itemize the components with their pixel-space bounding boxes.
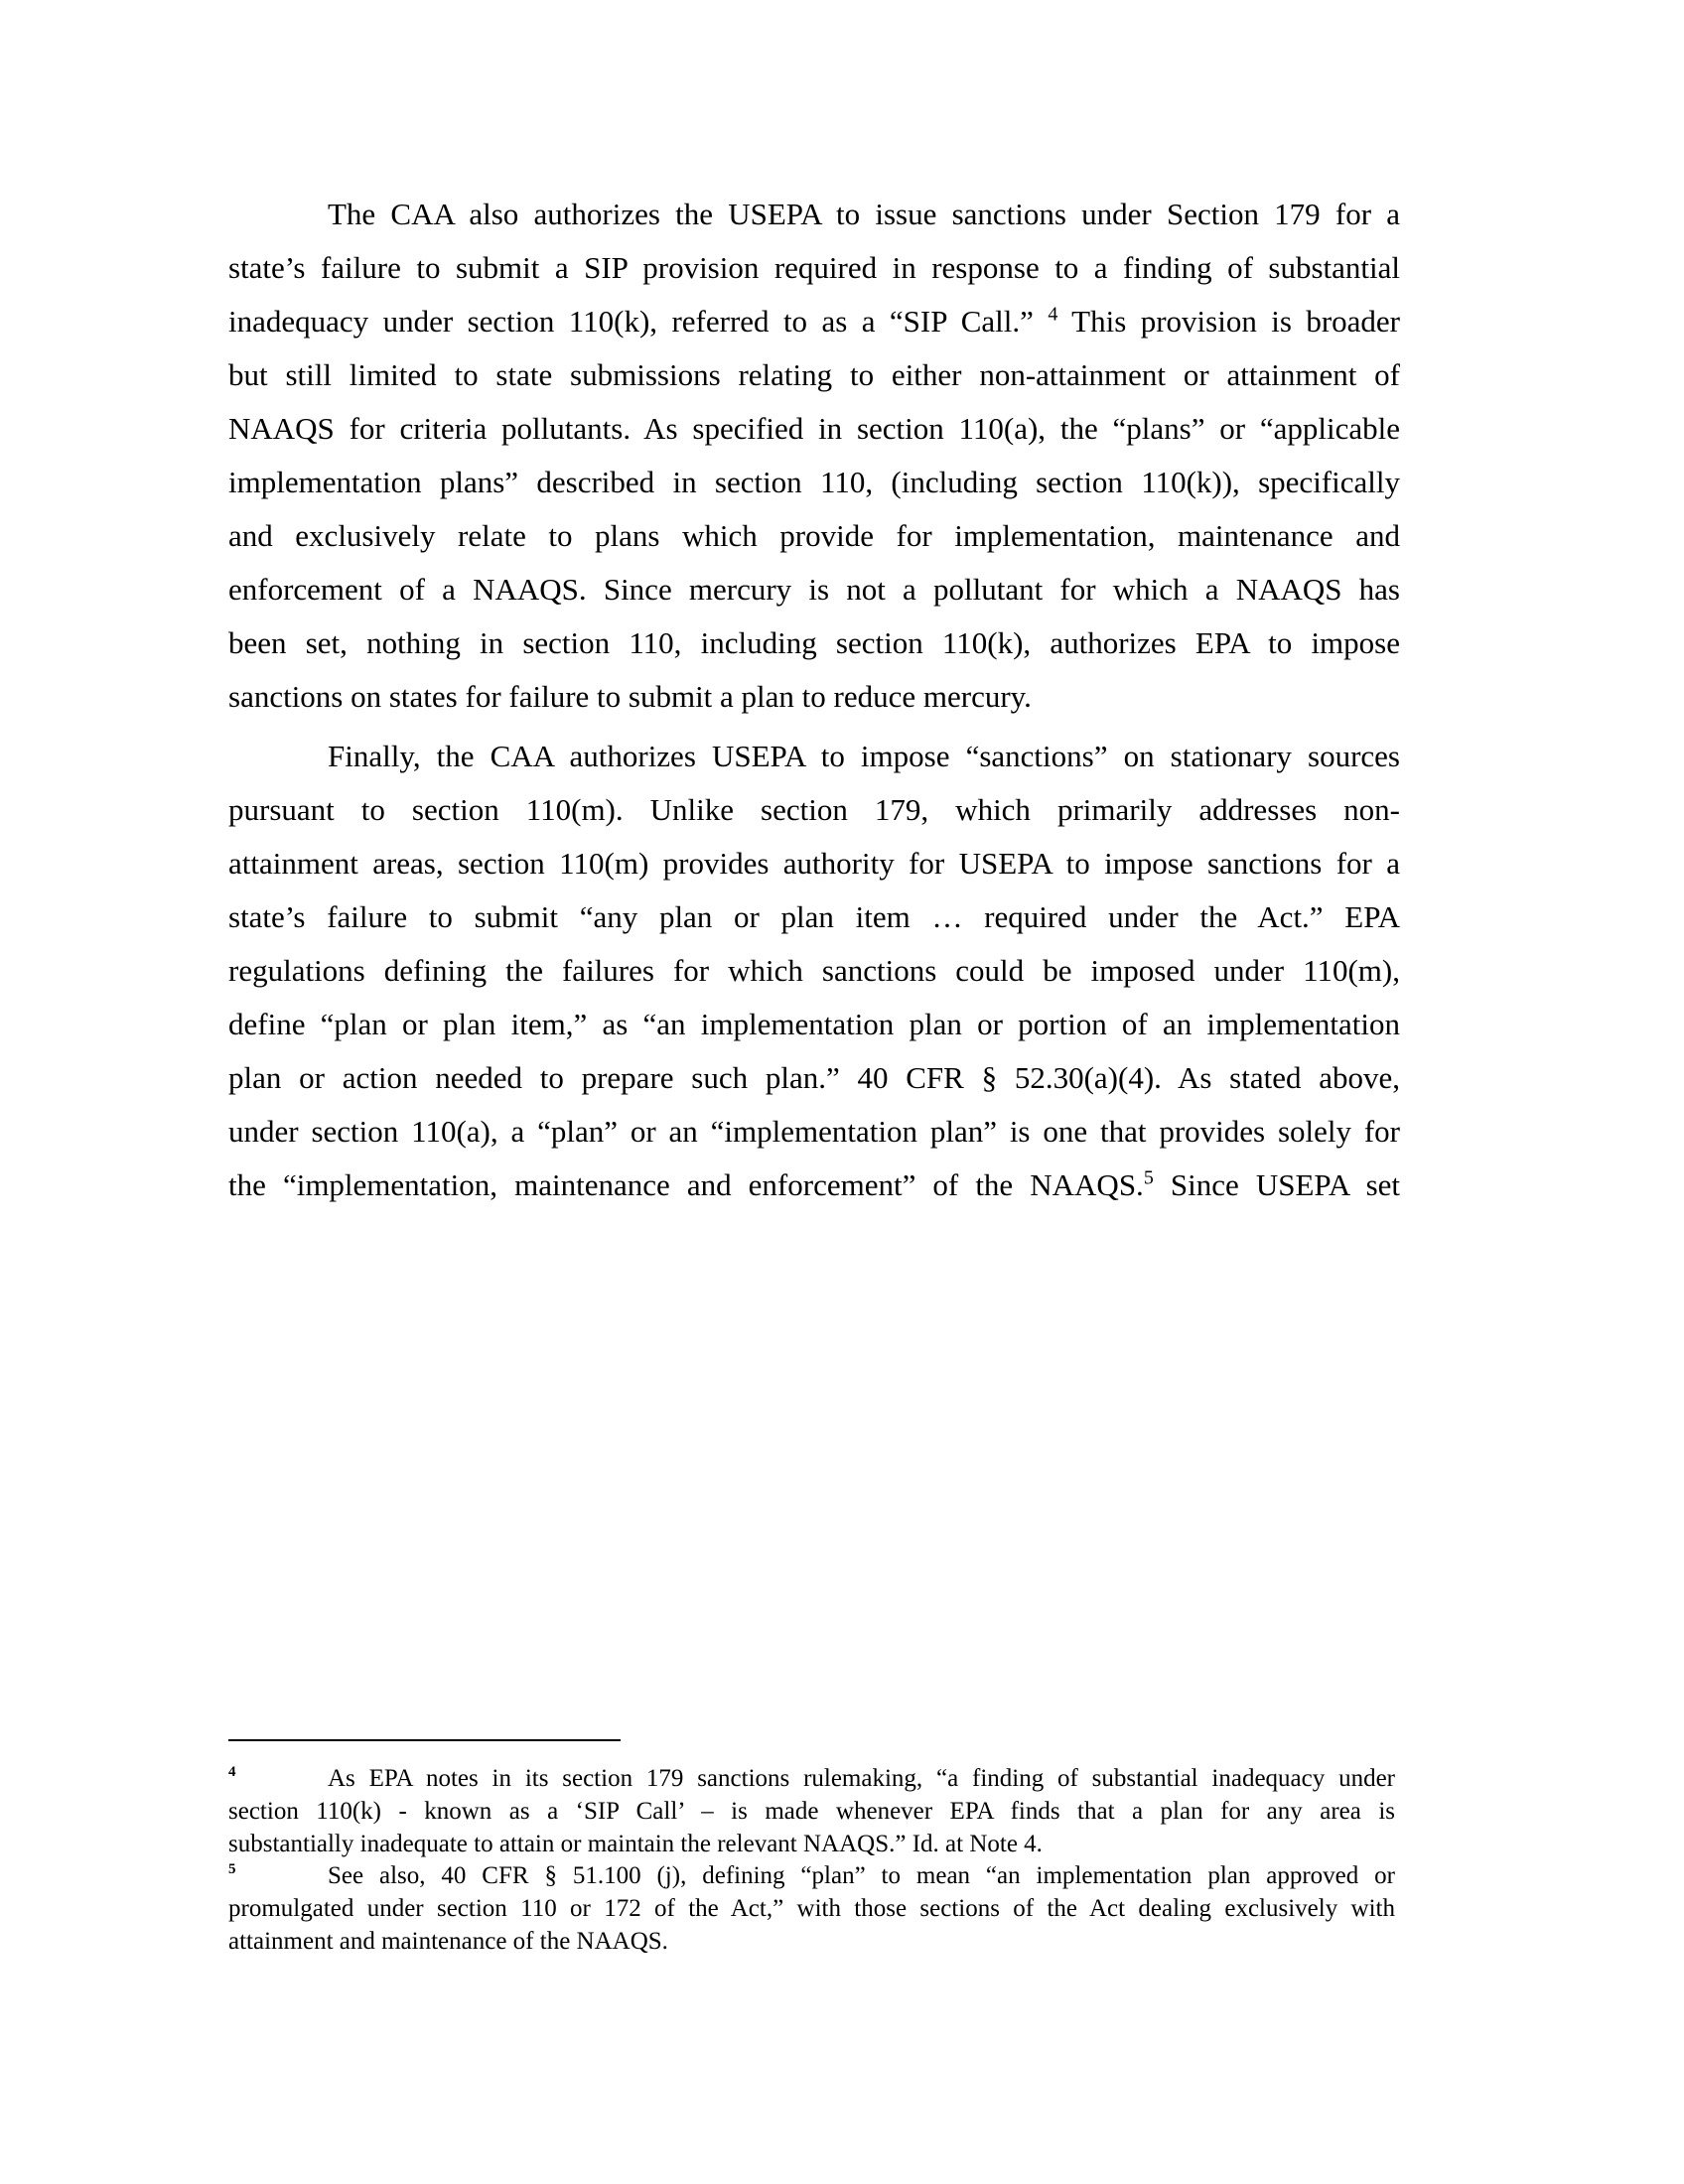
paragraph-1-line: NAAQS for criteria pollutants. As specified in section 110(a), the “plans” or “applicable	[228, 411, 1400, 446]
paragraph-2-line: pursuant to section 110(m). Unlike section 179, which primarily addresses non-	[228, 792, 1400, 827]
footnote-ref-5: 5	[1143, 1166, 1154, 1189]
paragraph-1-line: but still limited to state submissions relating to either non-attainment or attainment of	[228, 357, 1400, 392]
footnote-4-line: As EPA notes in its section 179 sanctions rulemaking, “a finding of substantial inadequacy under	[328, 1765, 1395, 1792]
footnote-5-line: attainment and maintenance of the NAAQS.	[228, 1928, 668, 1955]
paragraph-1-line-part: inadequacy under section 110(k), referred to as a “SIP Call.”	[228, 304, 1034, 339]
paragraph-2-line: regulations defining the failures for which sanctions could be imposed under 110(m),	[228, 953, 1400, 988]
paragraph-1-line: and exclusively relate to plans which provide for implementation, maintenance and	[228, 518, 1400, 553]
footnote-separator	[228, 1739, 621, 1741]
footnote-ref-4: 4	[1048, 303, 1058, 326]
paragraph-1-line: sanctions on states for failure to submit a plan to reduce mercury.	[228, 679, 1032, 714]
paragraph-1-line: The CAA also authorizes the USEPA to issue sanctions under Section 179 for a	[328, 197, 1400, 231]
paragraph-2-line: under section 110(a), a “plan” or an “implementation plan” is one that provides solely for	[228, 1114, 1400, 1149]
paragraph-2-line: attainment areas, section 110(m) provides authority for USEPA to impose sanctions for a	[228, 846, 1400, 881]
paragraph-2-line: Finally, the CAA authorizes USEPA to impose “sanctions” on stationary sources	[328, 739, 1400, 773]
paragraph-2-line: state’s failure to submit “any plan or plan item … required under the Act.” EPA	[228, 899, 1400, 934]
paragraph-1-line: been set, nothing in section 110, including section 110(k), authorizes EPA to impose	[228, 625, 1400, 660]
footnote-5-number: 5	[228, 1861, 236, 1877]
paragraph-1-line	[228, 302, 1400, 341]
paragraph-1-line: enforcement of a NAAQS. Since mercury is not a pollutant for which a NAAQS has	[228, 572, 1400, 607]
footnote-4-line: section 110(k) - known as a ‘SIP Call’ – is made whenever EPA finds that a plan for any area is	[228, 1798, 1395, 1825]
paragraph-2-line	[228, 1165, 1400, 1205]
paragraph-2-line-part: Since USEPA set	[1170, 1167, 1401, 1202]
paragraph-2-line: plan or action needed to prepare such plan.” 40 CFR § 52.30(a)(4). As stated above,	[228, 1060, 1400, 1095]
paragraph-2-line-part: the “implementation, maintenance and enforcement” of the NAAQS.	[228, 1167, 1144, 1202]
footnote-5-line: See also, 40 CFR § 51.100 (j), defining “plan” to mean “an implementation plan approved or	[328, 1862, 1395, 1889]
footnote-4-number: 4	[228, 1764, 236, 1780]
paragraph-1-line-part: This provision is broader	[1071, 304, 1400, 339]
paragraph-1-line: implementation plans” described in section 110, (including section 110(k)), specifically	[228, 465, 1400, 499]
paragraph-2-line: define “plan or plan item,” as “an implementation plan or portion of an implementation	[228, 1007, 1400, 1041]
paragraph-1-line: state’s failure to submit a SIP provision required in response to a finding of substantial	[228, 250, 1400, 285]
footnote-5-line: promulgated under section 110 or 172 of the Act,” with those sections of the Act dealing exclusively with	[228, 1895, 1395, 1922]
footnote-4-line: substantially inadequate to attain or maintain the relevant NAAQS.” Id. at Note 4.	[228, 1831, 1043, 1857]
